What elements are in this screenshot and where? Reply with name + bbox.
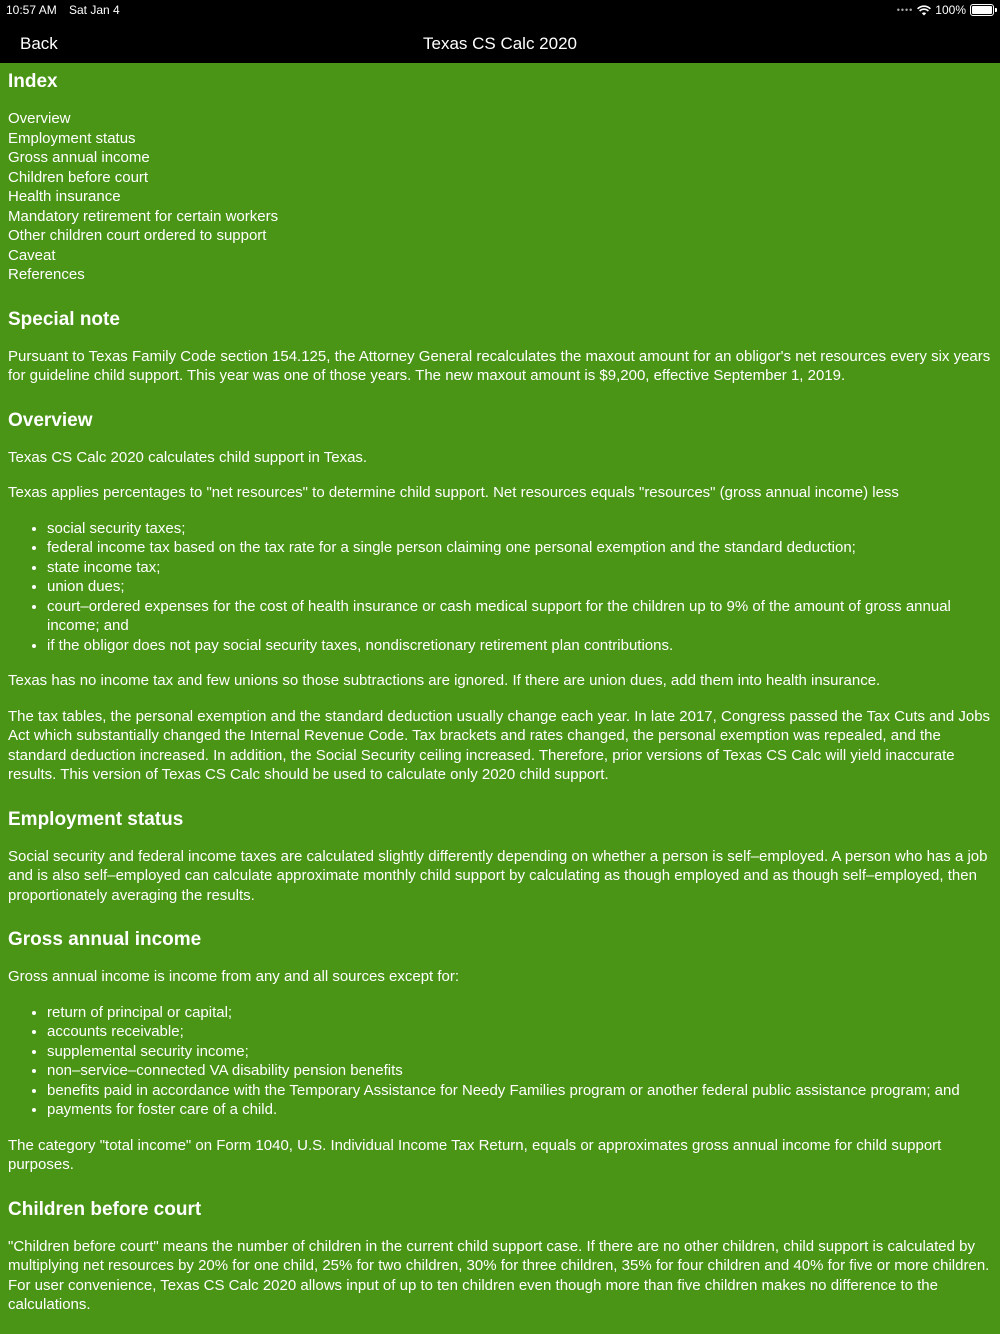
list-item: • accounts receivable; bbox=[47, 1022, 992, 1042]
list-item: • state income tax; bbox=[47, 558, 992, 578]
overview-paragraph: The tax tables, the personal exemption and the standard deduction usually change each year. In late 2017, Congress passed the Tax Cuts and Jobs Act which substantially changed the Internal Revenue Code. Tax brackets and rates changed, the personal exemption was repealed, and the standard deduction increased. In addition, the Social Security ceiling increased. Therefore, prior versions of Texas CS Calc will yield inaccurate results. This version of Texas CS Calc should be used to calculate only 2020 child support. bbox=[8, 707, 991, 783]
list-item: • return of principal or capital; bbox=[47, 1003, 992, 1023]
index-heading: Index bbox=[8, 71, 58, 92]
signal-dots-icon: •••• bbox=[896, 5, 914, 15]
children-before-court-paragraph: "Children before court" means the number of children in the current child support case. If there are no other children, child support is calculated by multiplying net resources by 20% for one child, 25% for two children, 30% for three children, 35% for four children and 40% for five or more children. For user convenience, Texas CS Calc 2020 allows input of up to ten children even though more than five children makes no difference to the calculations. bbox=[8, 1237, 990, 1313]
overview-heading: Overview bbox=[8, 409, 93, 431]
battery-icon bbox=[970, 4, 994, 16]
gross-annual-income-heading: Gross annual income bbox=[8, 929, 202, 950]
index-link[interactable]: Children before court bbox=[8, 168, 149, 186]
wifi-icon bbox=[917, 5, 931, 16]
employment-status-heading: Employment status bbox=[8, 808, 184, 830]
index-link[interactable]: Employment status bbox=[8, 129, 136, 147]
index-link[interactable]: Caveat bbox=[8, 246, 56, 264]
help-content[interactable] bbox=[8, 63, 992, 1315]
status-bar bbox=[0, 0, 1000, 20]
index-link[interactable]: Overview bbox=[8, 110, 71, 127]
gross-income-exclusions-list bbox=[8, 1003, 992, 1120]
index-link[interactable]: Gross annual income bbox=[8, 149, 150, 166]
gross-income-paragraph: The category "total income" on Form 1040, U.S. Individual Income Tax Return, equals or approximates gross annual income for child support purposes. bbox=[8, 1136, 942, 1173]
list-item: • if the obligor does not pay social security taxes, nondiscretionary retirement plan contributions. bbox=[47, 636, 992, 656]
net-resources-deductions-list bbox=[8, 519, 992, 656]
index-link[interactable]: Health insurance bbox=[8, 188, 121, 205]
list-item: • federal income tax based on the tax rate for a single person claiming one personal exemption and the standard deduction; bbox=[47, 538, 992, 558]
list-item: • supplemental security income; bbox=[47, 1042, 992, 1062]
overview-paragraph: Texas applies percentages to "net resources" to determine child support. Net resources equals "resources" (gross annual income) less bbox=[8, 484, 899, 501]
children-before-court-heading: Children before court bbox=[8, 1198, 202, 1220]
index-list bbox=[8, 109, 992, 285]
list-item: • social security taxes; bbox=[47, 519, 992, 539]
special-note-heading: Special note bbox=[8, 308, 120, 330]
page-title: Texas CS Calc 2020 bbox=[422, 34, 578, 53]
special-note-paragraph: Pursuant to Texas Family Code section 154.125, the Attorney General recalculates the maxout amount for an obligor's net resources every six years for guideline child support. This year was one of those years. The new maxout amount is $9,200, effective September 1, 2019. bbox=[8, 347, 991, 384]
employment-status-paragraph: Social security and federal income taxes are calculated slightly differently depending on whether a person is self–employed. A person who has a job and is also self–employed can calculate approximate monthly child support by calculating as though employed and as though self–employed, then proportionately averaging the results. bbox=[8, 847, 988, 904]
list-item: • union dues; bbox=[47, 577, 992, 597]
back-button[interactable]: Back bbox=[20, 34, 58, 53]
status-time: 10:57 AM bbox=[6, 3, 57, 17]
index-link[interactable]: Other children court ordered to support bbox=[8, 227, 267, 244]
list-item: • payments for foster care of a child. bbox=[47, 1100, 992, 1120]
index-link[interactable]: Mandatory retirement for certain workers bbox=[8, 207, 279, 225]
status-date: Sat Jan 4 bbox=[69, 3, 120, 17]
index-link[interactable]: References bbox=[8, 266, 85, 283]
list-item: • court–ordered expenses for the cost of health insurance or cash medical support for the children up to 9% of the amount of gross annual income; and bbox=[47, 597, 992, 636]
gross-income-paragraph: Gross annual income is income from any and all sources except for: bbox=[8, 968, 460, 985]
list-item: • benefits paid in accordance with the Temporary Assistance for Needy Families program or another federal public assistance program; and bbox=[47, 1081, 992, 1101]
list-item: • non–service–connected VA disability pension benefits bbox=[47, 1061, 992, 1081]
overview-paragraph: Texas CS Calc 2020 calculates child support in Texas. bbox=[8, 448, 368, 466]
battery-percent: 100% bbox=[935, 3, 966, 17]
nav-bar bbox=[0, 20, 1000, 63]
overview-paragraph: Texas has no income tax and few unions so those subtractions are ignored. If there are union dues, add them into health insurance. bbox=[8, 672, 881, 689]
status-right bbox=[897, 3, 994, 17]
